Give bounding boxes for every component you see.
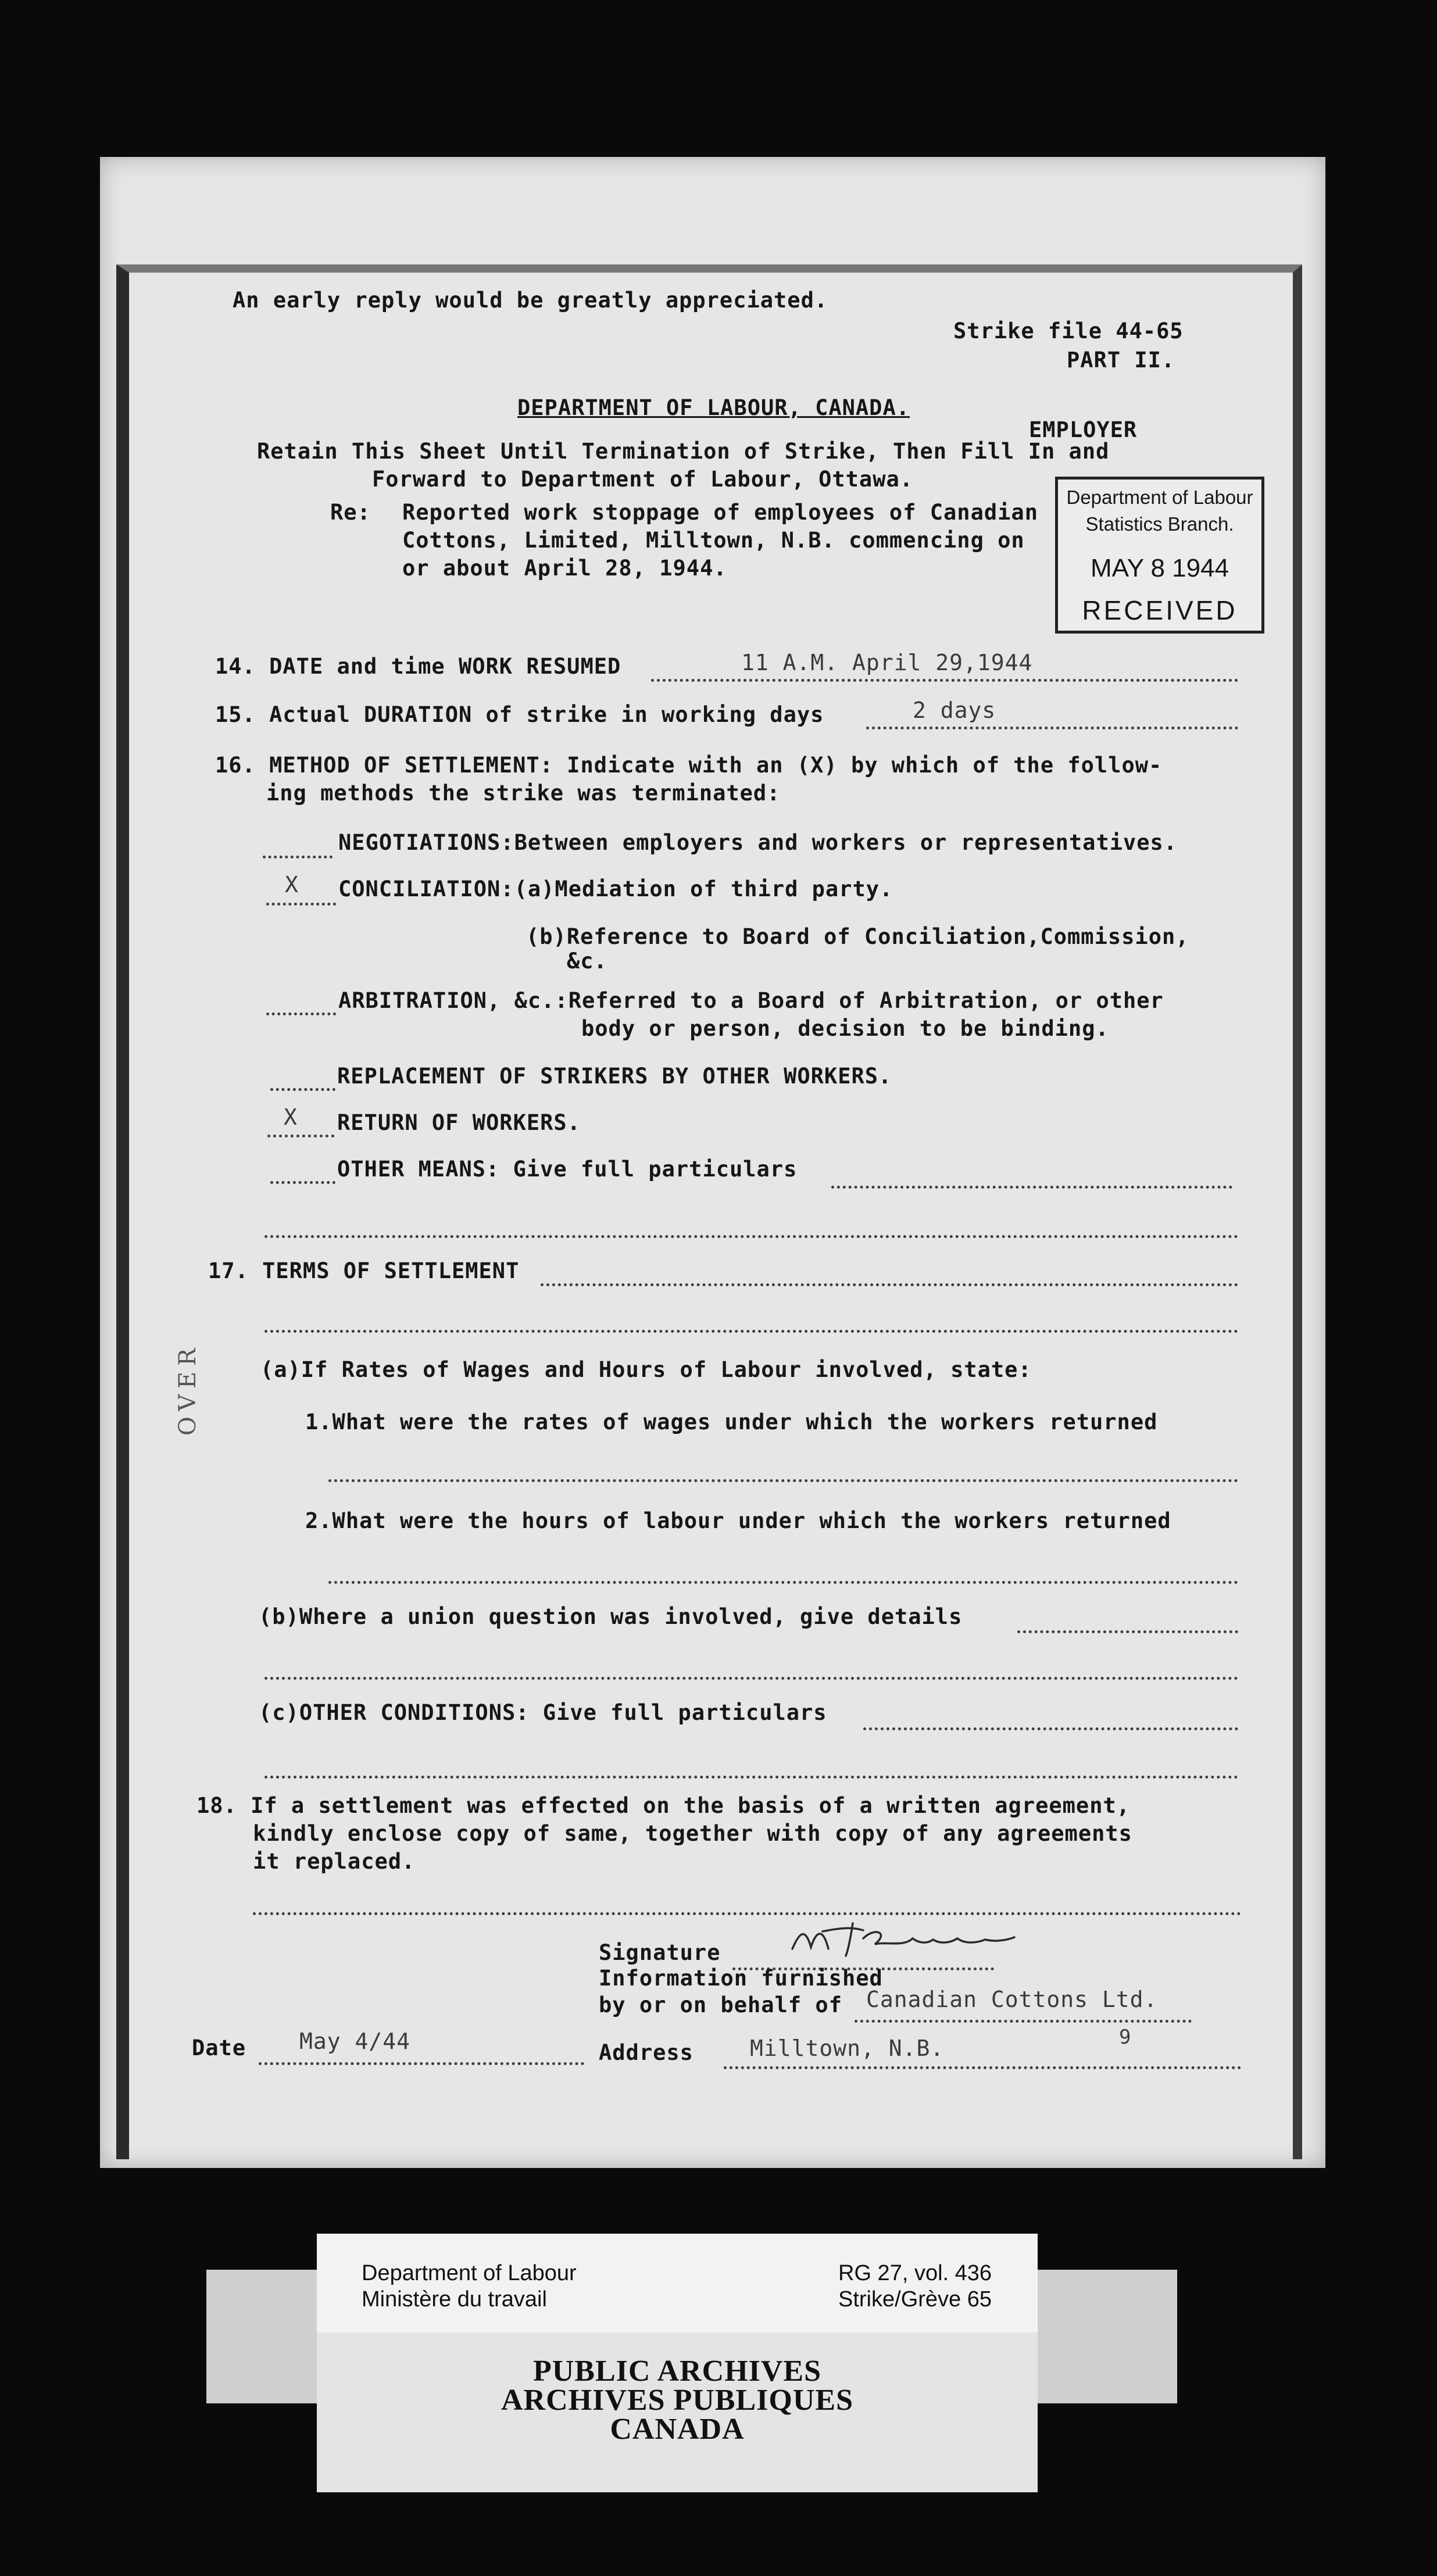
negotiations-option: NEGOTIATIONS:Between employers and workers or representatives.	[338, 830, 1178, 855]
address-value: Milltown, N.B.	[750, 2035, 945, 2061]
q16-line2: ing methods the strike was terminated:	[266, 781, 781, 806]
return-blank	[267, 1135, 334, 1137]
q14-value: 11 A.M. April 29,1944	[741, 650, 1033, 675]
employer-label: EMPLOYER	[1029, 417, 1138, 442]
conciliation-option: CONCILIATION:(a)Mediation of third party.	[338, 876, 893, 901]
conciliation-b-line1: (b)Reference to Board of Conciliation,Commission,	[526, 924, 1189, 949]
handwritten-signature	[788, 1915, 1038, 1962]
conciliation-mark: X	[285, 872, 299, 897]
archive-dept-fr: Ministère du travail	[362, 2287, 547, 2312]
archive-line1: PUBLIC ARCHIVES	[532, 2355, 822, 2388]
q14-dotted-line	[651, 679, 1238, 682]
arbitration-blank	[266, 1012, 336, 1015]
q17c-label: (c)OTHER CONDITIONS: Give full particulars	[259, 1700, 827, 1725]
received-stamp	[1055, 477, 1264, 634]
stamp-branch: Statistics Branch.	[1085, 513, 1234, 535]
q14-label: 14. DATE and time WORK RESUMED	[215, 654, 621, 679]
conciliation-blank	[266, 903, 336, 906]
replacement-blank	[270, 1088, 335, 1091]
q17c-line2	[264, 1776, 1238, 1779]
company-line	[855, 2020, 1192, 2023]
q17a-label: (a)If Rates of Wages and Hours of Labour involved, state:	[260, 1357, 1032, 1382]
info-furnished-line1: Information furnished	[599, 1966, 883, 1991]
archive-strike-ref: Strike/Grève 65	[838, 2287, 992, 2312]
return-mark: X	[284, 1104, 298, 1130]
re-line3: or about April 28, 1944.	[402, 556, 727, 581]
archive-line3: CANADA	[610, 2413, 745, 2446]
archive-rg-ref: RG 27, vol. 436	[838, 2261, 992, 2285]
other-means-blank	[270, 1181, 335, 1184]
q17a1-line	[328, 1479, 1238, 1482]
over-marker: OVER	[174, 1342, 201, 1436]
stamp-department: Department of Labour	[1066, 486, 1253, 508]
re-line1: Reported work stoppage of employees of Canadian	[402, 500, 1038, 525]
q18-line	[253, 1912, 1241, 1915]
info-furnished-line2: by or on behalf of	[599, 1992, 842, 2017]
re-label: Re:	[330, 500, 371, 525]
other-means-option: OTHER MEANS: Give full particulars	[337, 1157, 798, 1182]
q17-label: 17. TERMS OF SETTLEMENT	[208, 1258, 520, 1283]
other-means-line1	[831, 1186, 1232, 1189]
q16-line1: 16. METHOD OF SETTLEMENT: Indicate with an (X) by which of the follow-	[215, 753, 1163, 778]
archive-dept-en: Department of Labour	[362, 2261, 577, 2285]
q17a2-label: 2.What were the hours of labour under which the workers returned	[305, 1508, 1171, 1533]
strike-file-number: Strike file 44-65	[953, 319, 1184, 344]
department-title: DEPARTMENT OF LABOUR, CANADA.	[517, 395, 910, 420]
company-name: Canadian Cottons Ltd.	[866, 1987, 1158, 2012]
page-mark: 9	[1119, 2026, 1132, 2049]
address-label: Address	[599, 2040, 694, 2065]
archive-line2: ARCHIVES PUBLIQUES	[501, 2384, 854, 2417]
replacement-option: REPLACEMENT OF STRIKERS BY OTHER WORKERS.	[337, 1064, 892, 1089]
conciliation-b-line2: &c.	[567, 949, 607, 974]
q17b-label: (b)Where a union question was involved, give details	[259, 1604, 963, 1629]
stamp-received: RECEIVED	[1082, 595, 1238, 625]
q15-label: 15. Actual DURATION of strike in working days	[215, 702, 824, 727]
q17a1-label: 1.What were the rates of wages under which the workers returned	[305, 1409, 1158, 1434]
q15-value: 2 days	[913, 697, 996, 723]
q17b-line2	[264, 1677, 1238, 1680]
q17a2-line	[328, 1581, 1238, 1584]
retain-instructions-line2: Forward to Department of Labour, Ottawa.	[372, 467, 914, 492]
q18-line2: kindly enclose copy of same, together with copy of any agreements	[253, 1821, 1132, 1846]
negotiations-blank	[263, 856, 333, 858]
re-line2: Cottons, Limited, Milltown, N.B. commencing on	[402, 528, 1025, 553]
q18-line3: it replaced.	[253, 1849, 416, 1874]
retain-instructions-line1: Retain This Sheet Until Termination of Strike, Then Fill In and	[257, 439, 1110, 464]
date-value: May 4/44	[299, 2028, 411, 2054]
q17b-line1	[1017, 1630, 1238, 1633]
arbitration-line2: body or person, decision to be binding.	[581, 1016, 1109, 1041]
q17-line2	[264, 1330, 1238, 1333]
stamp-date: MAY 8 1944	[1090, 554, 1229, 582]
signature-label: Signature	[599, 1940, 721, 1965]
q17c-line1	[863, 1727, 1238, 1730]
date-label: Date	[192, 2035, 246, 2060]
other-means-line2	[264, 1235, 1238, 1238]
early-reply-note: An early reply would be greatly appreciated.	[233, 288, 828, 313]
q15-dotted-line	[866, 727, 1238, 729]
return-option: RETURN OF WORKERS.	[337, 1110, 581, 1135]
arbitration-line1: ARBITRATION, &c.:Referred to a Board of Arbitration, or other	[338, 988, 1164, 1013]
address-line	[724, 2066, 1241, 2069]
q17-line1	[541, 1283, 1238, 1286]
q18-line1: 18. If a settlement was effected on the basis of a written agreement,	[196, 1793, 1131, 1818]
date-line	[259, 2062, 584, 2065]
part-label: PART II.	[1067, 348, 1175, 373]
